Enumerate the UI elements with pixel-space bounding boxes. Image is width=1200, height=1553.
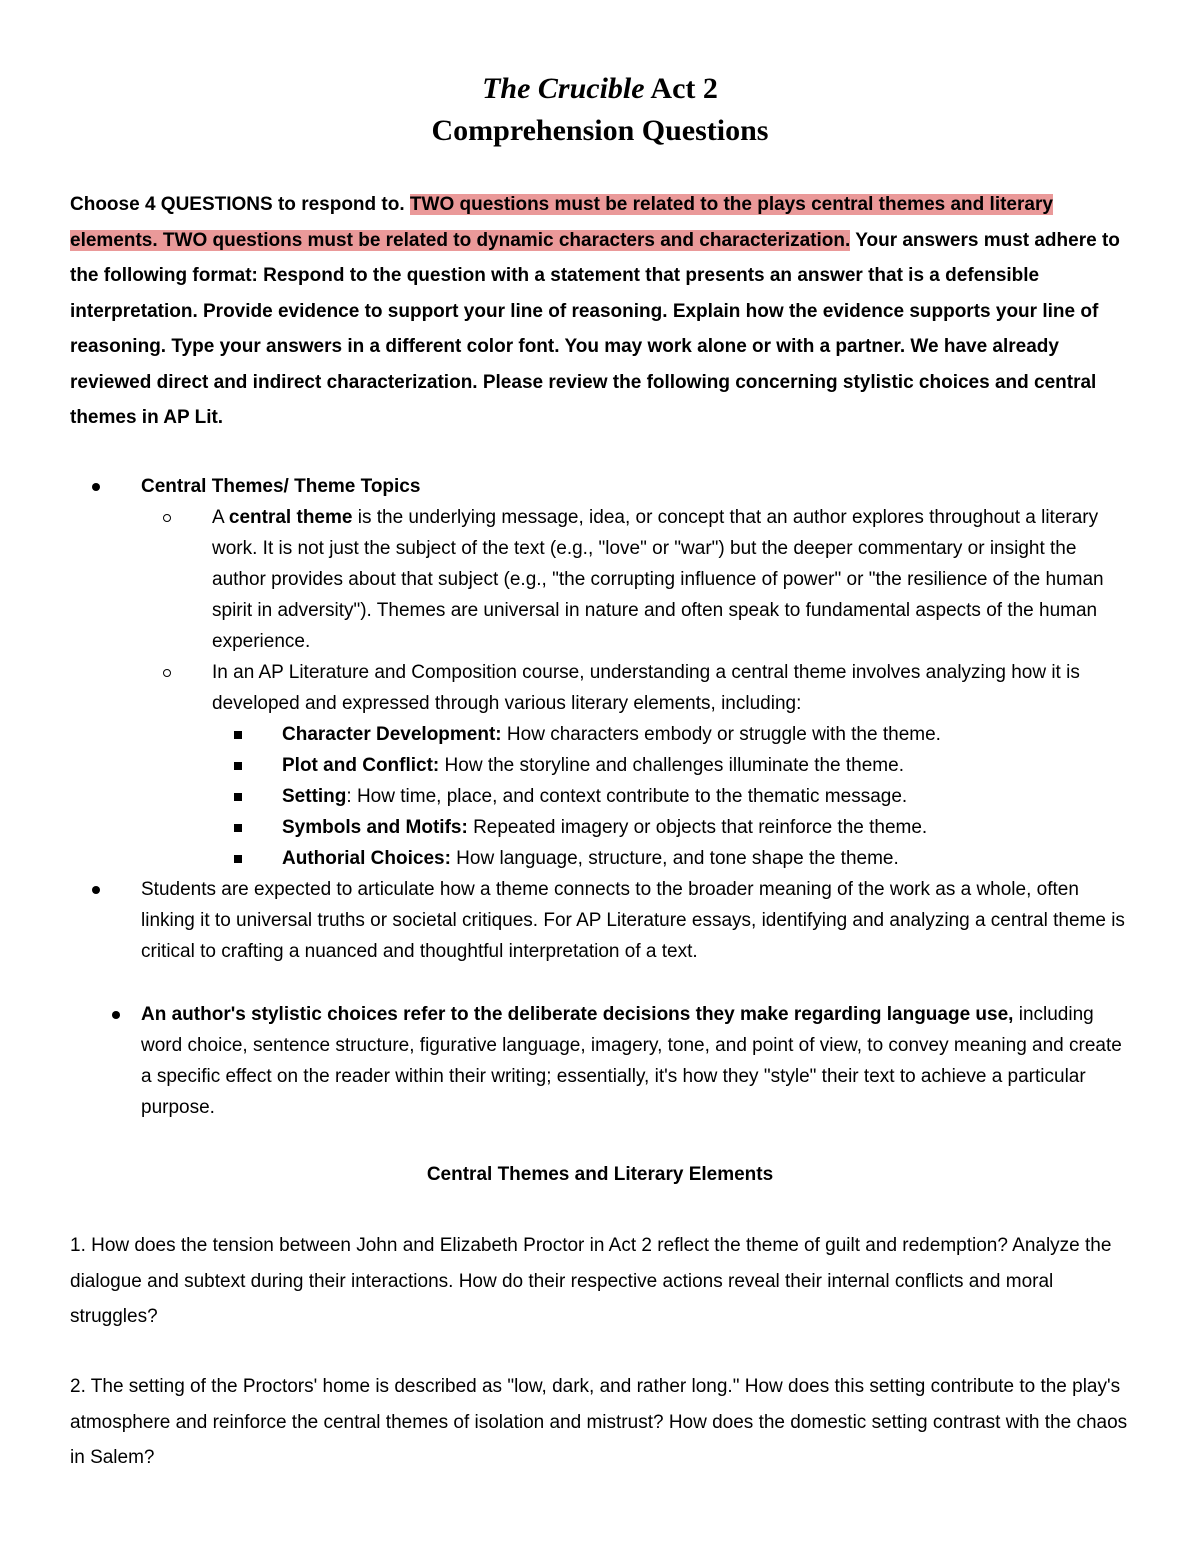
element-text: How language, structure, and tone shape the theme.	[450, 848, 899, 869]
element-label: Plot and Conflict:	[282, 755, 440, 776]
list-item	[70, 657, 1135, 719]
title-italic: The Crucible	[482, 72, 645, 105]
list-item	[70, 999, 1135, 1123]
element-label: Character Development:	[282, 724, 502, 745]
title-line-1	[0, 68, 1200, 110]
definition-term: central theme	[228, 507, 353, 528]
element-label: Symbols and Motifs:	[282, 817, 468, 838]
list-item	[70, 843, 1135, 874]
question-1: 1. How does the tension between John and Elizabeth Proctor in Act 2 reflect the theme of guilt and redemption? Analyze the dialogue and subtext during their interactions. How do their respective actions reveal their internal conflicts and moral struggles?	[70, 1235, 1112, 1327]
list-item	[70, 502, 1135, 657]
instructions-highlight: TWO questions must be related to the plays central themes and literary elements. TWO questions must be related to dynamic characters and characterization.	[70, 194, 1053, 251]
instructions-rest: Your answers must adhere to the following format: Respond to the question with a statement that presents an answer that is a defensible interpretation. Provide evidence to support your line of reasoning. Explain how the evidence supports your line of reasoning. Type your answers in a different color font. You may work alone or with a partner. We have already reviewed direct and indirect characterization. Please review the following concerning stylistic choices and central themes in AP Lit.	[70, 229, 1120, 428]
document-title	[0, 68, 1200, 152]
ap-course-text: In an AP Literature and Composition course, understanding a central theme involves analyzing how it is developed and expressed through various literary elements, including:	[212, 662, 1080, 714]
list-item	[70, 719, 1135, 750]
list-item	[70, 750, 1135, 781]
list-item	[70, 874, 1135, 967]
stylistic-choices-list	[70, 999, 1135, 1123]
element-text: How the storyline and challenges illuminate the theme.	[439, 755, 904, 776]
central-themes-heading: Central Themes/ Theme Topics	[141, 476, 421, 497]
definition-text: is the underlying message, idea, or concept that an author explores throughout a literary work. It is not just the subject of the text (e.g., "love" or "war") but the deeper commentary or insight the author provides about that subject (e.g., "the corrupting influence of power" or "the resilience of the human spirit in adversity"). Themes are universal in nature and often speak to fundamental aspects of the human experience.	[212, 507, 1104, 652]
list-item	[70, 781, 1135, 812]
definition-pre: A	[212, 507, 229, 528]
title-rest: Act 2	[644, 72, 718, 105]
list-item	[70, 812, 1135, 843]
list-item	[70, 471, 1135, 502]
element-label: Setting	[282, 786, 347, 807]
section-heading: Central Themes and Literary Elements	[426, 1164, 774, 1185]
stylistic-text: including word choice, sentence structure, figurative language, imagery, tone, and point of view, to convey meaning and create a specific effect on the reader within their writing; essentially, it's how they "style" their text to achieve a particular purpose.	[141, 1004, 1122, 1118]
element-text: : How time, place, and context contribute to the thematic message.	[346, 786, 908, 807]
element-label: Authorial Choices:	[282, 848, 451, 869]
title-line-2: Comprehension Questions	[431, 114, 769, 147]
element-text: Repeated imagery or objects that reinforce the theme.	[467, 817, 928, 838]
instructions-paragraph	[70, 187, 1135, 436]
element-text: How characters embody or struggle with the theme.	[501, 724, 941, 745]
students-text: Students are expected to articulate how a theme connects to the broader meaning of the work as a whole, often linking it to universal truths or societal critiques. For AP Literature essays, identifying and analyzing a central theme is critical to crafting a nuanced and thoughtful interpretation of a text.	[141, 879, 1125, 962]
central-themes-list	[70, 471, 1135, 967]
instructions-lead: Choose 4 QUESTIONS to respond to.	[70, 194, 410, 215]
stylistic-bold: An author's stylistic choices refer to the deliberate decisions they make regarding language use,	[141, 1004, 1014, 1025]
question-2: 2. The setting of the Proctors' home is described as "low, dark, and rather long." How does this setting contribute to the play's atmosphere and reinforce the central themes of isolation and mistrust? How does the domestic setting contrast with the chaos in Salem?	[70, 1376, 1128, 1468]
